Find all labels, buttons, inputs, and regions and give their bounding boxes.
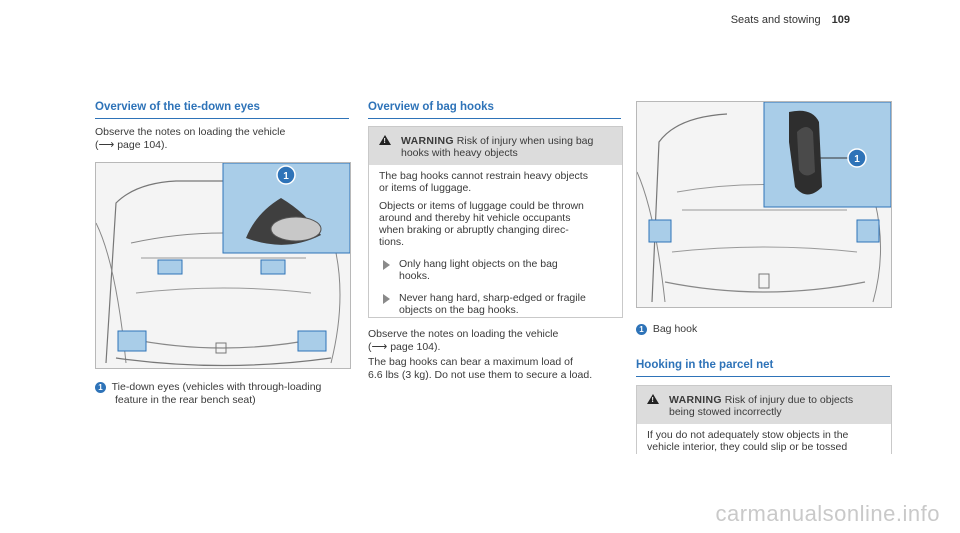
bag-hook-left xyxy=(649,220,671,242)
warning-box-parcel-net xyxy=(636,385,892,454)
callout-badge: 1 xyxy=(95,382,106,393)
caption-tie-down-eyes: 1 Tie-down eyes (vehicles with through-loading feature in the rear bench seat) xyxy=(95,381,351,407)
callout-number: 1 xyxy=(854,154,860,165)
warning-body: The bag hooks cannot restrain heavy objects or items of luggage. Objects or items of luggage could be thrown around and thereby hit vehicle occupants when braking or abruptly changing direc- tions. Only hang light objects on the bag hooks. Never hang hard, sharp-edged or fragile objects on the bag hooks. xyxy=(369,165,622,316)
caption-bag-hook: 1 Bag hook xyxy=(636,323,890,336)
page-reference-link[interactable]: (⟶ page 104). xyxy=(95,139,168,151)
arrow-right-icon: ⟶ xyxy=(98,139,115,151)
page-reference-link[interactable]: (⟶ page 104). xyxy=(368,341,441,353)
tie-down-eyes-figure xyxy=(95,162,351,369)
warning-header: ! WARNING Risk of injury when using bag hooks with heavy objects xyxy=(369,127,622,165)
arrow-right-icon: ⟶ xyxy=(371,341,388,353)
warning-box-bag-hooks xyxy=(368,126,623,318)
callout-number: 1 xyxy=(283,171,289,182)
tie-down-eye-left xyxy=(118,331,146,351)
step-arrow-icon xyxy=(383,294,390,304)
bag-hook-right xyxy=(857,220,879,242)
loading-note xyxy=(95,126,349,152)
instruction-step: Only hang light objects on the bag hooks. xyxy=(379,258,612,282)
page-header xyxy=(731,14,850,26)
section-title-bag-hooks: Overview of bag hooks xyxy=(368,101,621,119)
warning-icon xyxy=(647,394,659,404)
section-title-parcel-net: Hooking in the parcel net xyxy=(636,359,890,377)
trunk-illustration xyxy=(637,102,891,307)
highlight-box-right xyxy=(261,260,285,274)
watermark: carmanualsonline.info xyxy=(715,501,940,526)
tie-down-eye-right xyxy=(298,331,326,351)
section-title-tie-down-eyes: Overview of the tie-down eyes xyxy=(95,101,349,119)
trunk-illustration xyxy=(96,163,350,368)
bag-hook-figure xyxy=(636,101,892,308)
callout-badge: 1 xyxy=(636,324,647,335)
step-arrow-icon xyxy=(383,260,390,270)
instruction-step: Never hang hard, sharp-edged or fragile objects on the bag hooks. xyxy=(379,292,612,316)
warning-header: ! WARNING Risk of injury due to objects being stowed incorrectly xyxy=(637,386,891,424)
warning-body: If you do not adequately stow objects in the vehicle interior, they could slip or be tossed xyxy=(647,429,849,453)
section-name: Seats and stowing xyxy=(730,14,821,26)
warning-icon xyxy=(379,135,391,145)
note-text: Observe the notes on loading the vehicle xyxy=(95,126,286,138)
page-number: 109 xyxy=(831,14,850,26)
highlight-box-left xyxy=(158,260,182,274)
loading-note-bag-hooks: Observe the notes on loading the vehicle (⟶ page 104). The bag hooks can bear a maximum load of 6.6 lbs (3 kg). Do not use them to secure a load. xyxy=(368,328,624,382)
